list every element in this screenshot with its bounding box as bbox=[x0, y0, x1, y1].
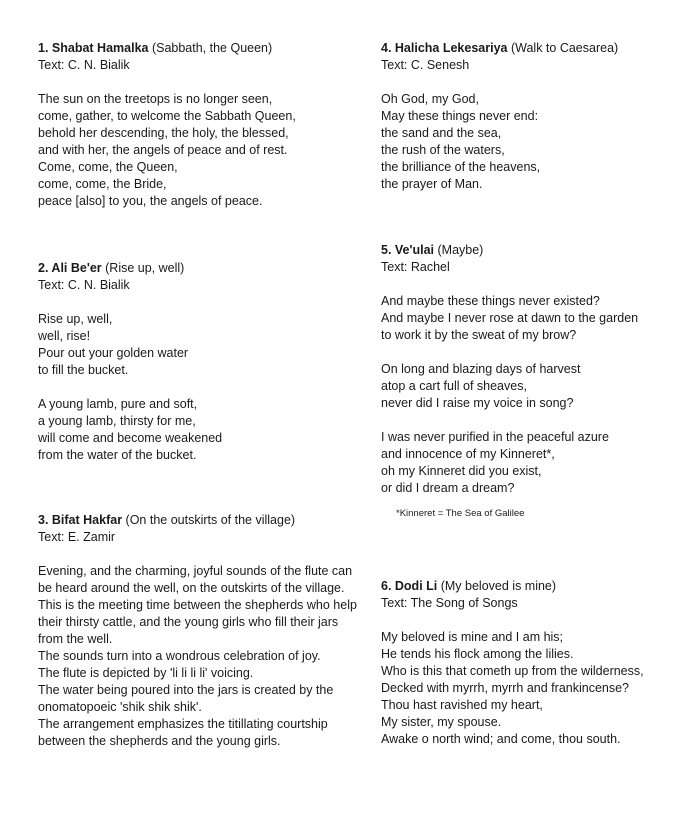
stanza bbox=[381, 429, 681, 497]
lyric-line: well, rise! bbox=[38, 329, 91, 343]
song-title: 2. Ali Be'er (Rise up, well) bbox=[38, 261, 185, 275]
lyric-line: The sun on the treetops is no longer seen, bbox=[38, 92, 273, 106]
lyric-line: and with her, the angels of peace and of rest. bbox=[38, 143, 288, 157]
lyric-line: the sand and the sea, bbox=[381, 126, 502, 140]
song-4 bbox=[381, 40, 681, 210]
song-title: 3. Bifat Hakfar (On the outskirts of the village) bbox=[38, 513, 296, 527]
stanza bbox=[381, 361, 681, 412]
lyric-line: atop a cart full of sheaves, bbox=[381, 379, 527, 393]
stanza bbox=[38, 91, 363, 210]
song-author: Text: The Song of Songs bbox=[381, 596, 518, 610]
lyric-line: Rise up, well, bbox=[38, 312, 113, 326]
song-author: Text: C. Senesh bbox=[381, 58, 470, 72]
lyric-line: My sister, my spouse. bbox=[381, 715, 502, 729]
description bbox=[38, 563, 363, 750]
lyric-line: Come, come, the Queen, bbox=[38, 160, 178, 174]
description-paragraph: The flute is depicted by 'li li li li' voicing. bbox=[38, 666, 254, 680]
lyric-line: and innocence of my Kinneret*, bbox=[381, 447, 555, 461]
lyric-line: oh my Kinneret did you exist, bbox=[381, 464, 542, 478]
lyric-line: Thou hast ravished my heart, bbox=[381, 698, 543, 712]
lyric-line: Oh God, my God, bbox=[381, 92, 479, 106]
song-1 bbox=[38, 40, 363, 227]
lyric-line: never did I raise my voice in song? bbox=[381, 396, 574, 410]
lyric-line: My beloved is mine and I am his; bbox=[381, 630, 564, 644]
lyric-line: to fill the bucket. bbox=[38, 363, 129, 377]
song-author: Text: C. N. Bialik bbox=[38, 278, 130, 292]
lyric-line: Awake o north wind; and come, thou south. bbox=[381, 732, 621, 746]
description-paragraph: This is the meeting time between the shepherds who help their thirsty cattle, and the young girls who fill their jars from the well. bbox=[38, 598, 357, 646]
lyric-line: I was never purified in the peaceful azure bbox=[381, 430, 609, 444]
lyric-line: behold her descending, the holy, the blessed, bbox=[38, 126, 289, 140]
lyric-line: And maybe these things never existed? bbox=[381, 294, 600, 308]
lyric-line: Decked with myrrh, myrrh and frankincense? bbox=[381, 681, 630, 695]
lyric-line: or did I dream a dream? bbox=[381, 481, 515, 495]
song-3 bbox=[38, 512, 363, 750]
lyric-line: On long and blazing days of harvest bbox=[381, 362, 581, 376]
description-paragraph: Evening, and the charming, joyful sounds of the flute can be heard around the well, on the outskirts of the village. bbox=[38, 564, 353, 595]
song-title: 6. Dodi Li (My beloved is mine) bbox=[381, 579, 557, 593]
stanza bbox=[381, 293, 681, 344]
song-2 bbox=[38, 260, 363, 481]
description-paragraph: The sounds turn into a wondrous celebration of joy. bbox=[38, 649, 321, 663]
song-6 bbox=[381, 578, 681, 765]
description-paragraph: The arrangement emphasizes the titillating courtship between the shepherds and the young girls. bbox=[38, 717, 328, 748]
song-5 bbox=[381, 242, 681, 514]
song-title: 5. Ve'ulai (Maybe) bbox=[381, 243, 484, 257]
lyric-line: May these things never end: bbox=[381, 109, 539, 123]
lyric-line: And maybe I never rose at dawn to the garden bbox=[381, 311, 639, 325]
stanza bbox=[38, 311, 363, 379]
lyric-line: come, gather, to welcome the Sabbath Queen, bbox=[38, 109, 296, 123]
song-title: 4. Halicha Lekesariya (Walk to Caesarea) bbox=[381, 41, 619, 55]
stanza bbox=[38, 396, 363, 464]
song-author: Text: E. Zamir bbox=[38, 530, 116, 544]
lyric-line: the brilliance of the heavens, bbox=[381, 160, 541, 174]
song-author: Text: C. N. Bialik bbox=[38, 58, 130, 72]
lyric-line: will come and become weakened bbox=[38, 431, 223, 445]
lyric-line: the rush of the waters, bbox=[381, 143, 505, 157]
footnote: *Kinneret = The Sea of Galilee bbox=[396, 508, 525, 519]
lyric-line: come, come, the Bride, bbox=[38, 177, 167, 191]
stanza bbox=[381, 91, 681, 193]
description-paragraph: The water being poured into the jars is created by the onomatopoeic 'shik shik shik'. bbox=[38, 683, 334, 714]
lyric-line: a young lamb, thirsty for me, bbox=[38, 414, 196, 428]
lyric-line: peace [also] to you, the angels of peace. bbox=[38, 194, 263, 208]
lyric-line: the prayer of Man. bbox=[381, 177, 483, 191]
song-title: 1. Shabat Hamalka (Sabbath, the Queen) bbox=[38, 41, 273, 55]
lyric-line: from the water of the bucket. bbox=[38, 448, 197, 462]
lyric-line: He tends his flock among the lilies. bbox=[381, 647, 574, 661]
stanza bbox=[381, 629, 681, 748]
song-author: Text: Rachel bbox=[381, 260, 450, 274]
lyric-line: to work it by the sweat of my brow? bbox=[381, 328, 577, 342]
lyric-line: A young lamb, pure and soft, bbox=[38, 397, 198, 411]
lyric-line: Who is this that cometh up from the wilderness, bbox=[381, 664, 644, 678]
lyric-line: Pour out your golden water bbox=[38, 346, 189, 360]
